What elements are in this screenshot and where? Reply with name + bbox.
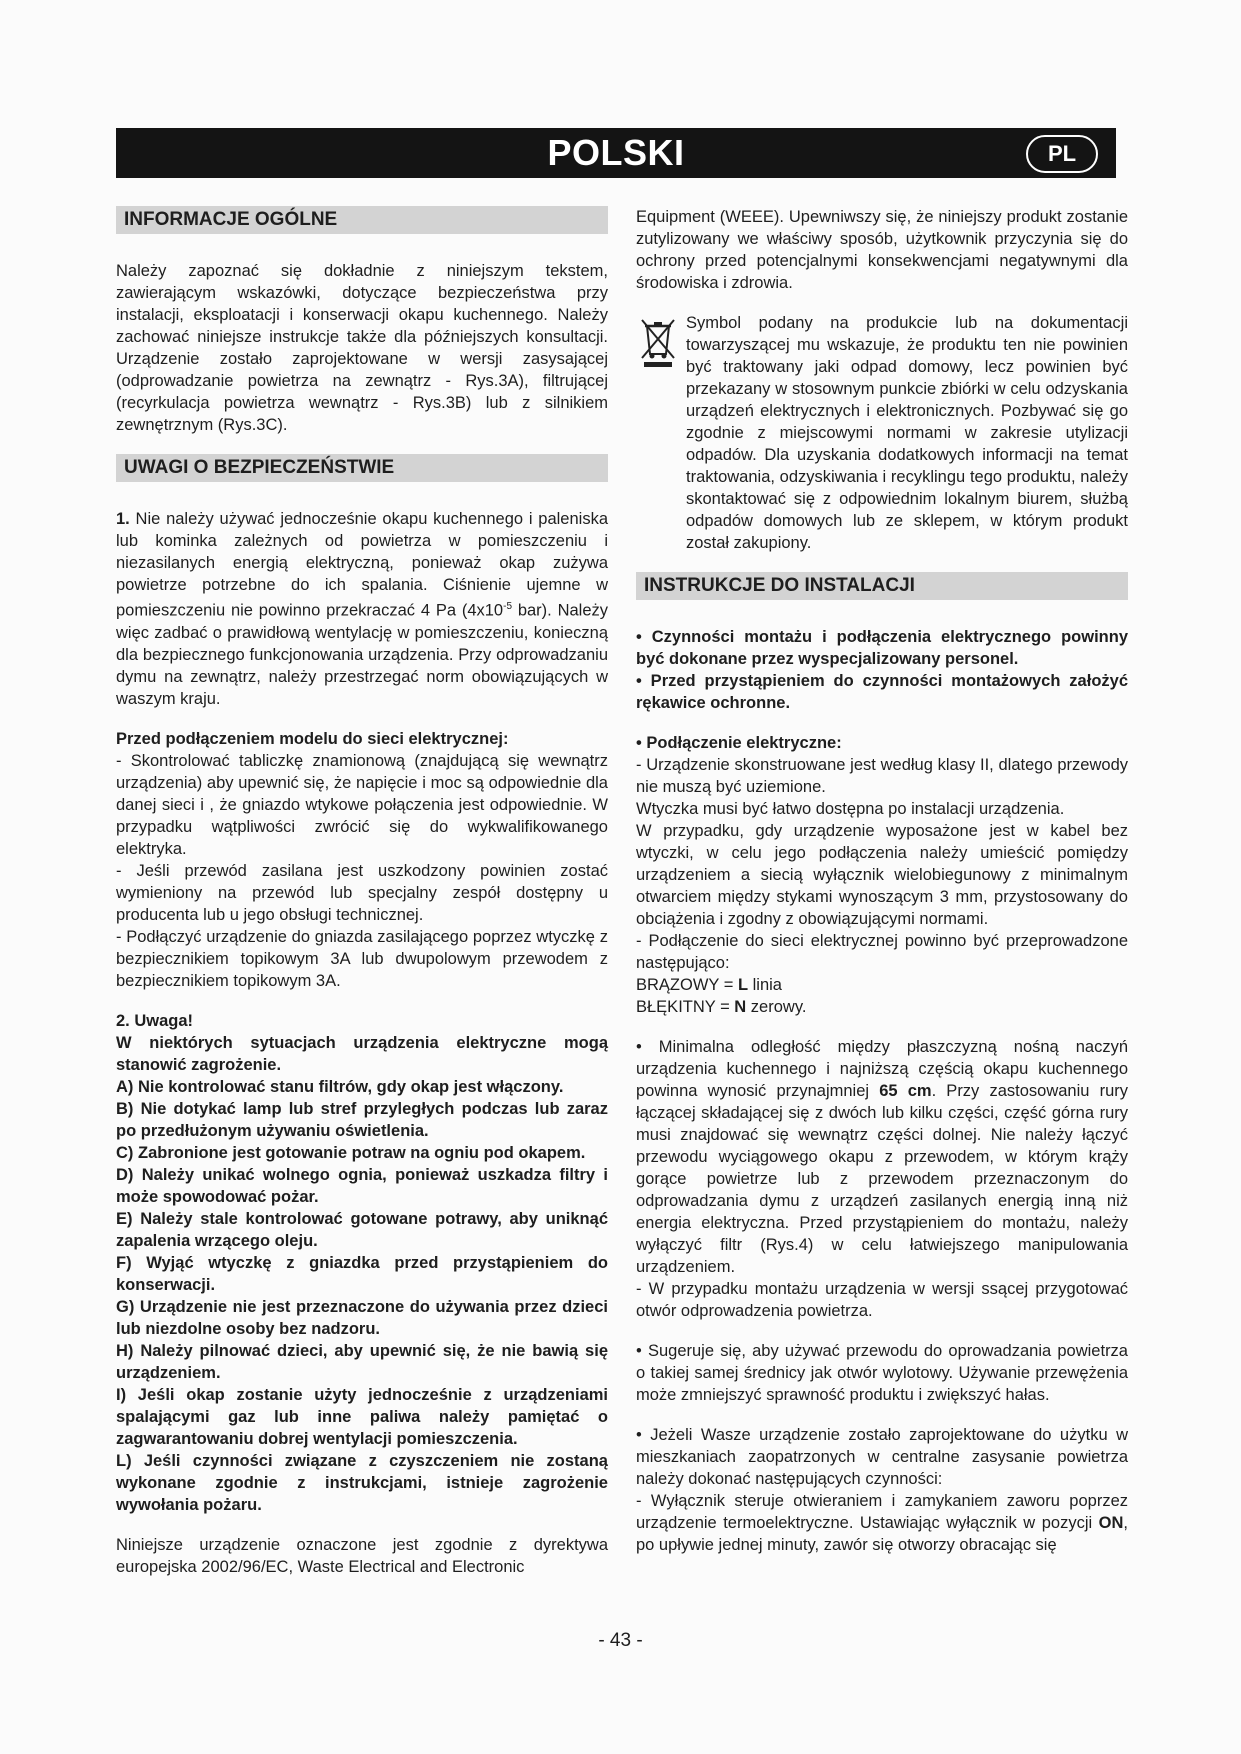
installation-note: • Przed przystąpieniem do czynności montażowych założyć rękawice ochronne.	[636, 672, 1128, 712]
warning-item: E) Należy stale kontrolować gotowane potrawy, aby uniknąć zapalenia wrzącego oleju.	[116, 1209, 608, 1250]
warning-item: B) Nie dotykać lamp lub stref przyległych podczas lub zaraz po przedłużonym używaniu oświetlenia.	[116, 1099, 608, 1140]
before-connection-item: - Podłączyć urządzenie do gniazda zasilającego poprzez wtyczkę z bezpiecznikiem topikowym 3A lub dwupolowym przewodem z bezpiecznikiem topikowym 3A.	[116, 927, 608, 990]
electrical-item: Wtyczka musi być łatwo dostępna po instalacji urządzenia.	[636, 800, 1065, 818]
warning-item: D) Należy unikać wolnego ognia, ponieważ uszkadza filtry i może spowodować pożar.	[116, 1165, 608, 1206]
right-column	[636, 206, 1128, 1556]
warning-item: C) Zabronione jest gotowanie potraw na ogniu pod okapem.	[116, 1143, 586, 1162]
suction-note: - W przypadku montażu urządzenia w wersji ssącej przygotować otwór odprowadzenia powietrza.	[636, 1280, 1128, 1320]
left-column	[116, 206, 608, 1578]
section-safety-title: UWAGI O BEZPIECZEŃSTWIE	[116, 454, 608, 482]
crossed-out-wheelie-bin-icon	[638, 316, 678, 368]
section-installation-title: INSTRUKCJE DO INSTALACJI	[636, 572, 1128, 600]
warning-title: 2. Uwaga!	[116, 1011, 194, 1030]
warning-item: L) Jeśli czynności związane z czyszczeniem nie zostaną wykonane zgodnie z instrukcjami, istnieje zagrożenie wywołania pożaru.	[116, 1451, 608, 1514]
section-general-title: INFORMACJE OGÓLNE	[116, 206, 608, 234]
wire-blue: BŁĘKITNY = N zerowy.	[636, 998, 807, 1016]
directive-paragraph: Niniejsze urządzenie oznaczone jest zgodnie z dyrektywa europejska 2002/96/EC, Waste Electrical and Electronic	[116, 1535, 608, 1576]
distance-paragraph: • Minimalna odległość między płaszczyzną nośną naczyń urządzenia kuchennego i najniższą częścią okapu kuchennego powinna wynosić przynajmniej 65 cm. Przy zastosowaniu rury łączącej składającej się z dwóch lub kilku części, część górna rury musi znajdować się wewnątrz części dolnej. Nie należy łączyć przewodu wyciągowego okapu z przewodem, w którym krąży gorące powietrze lub z przewodem przeznaczonym do odprowadzania dymu z urządzeń zasilanych energią inną niż energia elektryczna. Przed przystąpieniem do montażu, należy wyłączyć filtr (Rys.4) w celu łatwiejszego manipulowania urządzeniem.	[636, 1038, 1128, 1276]
warning-item: G) Urządzenie nie jest przeznaczone do używania przez dzieci lub niezdolne osoby bez nadzoru.	[116, 1297, 608, 1338]
safety-item-1: 1. Nie należy używać jednocześnie okapu kuchennego i paleniska lub kominka zależnych od powietrza w pomieszczeniu i niezasilanych energią elektryczną, ponieważ okap zużywa powietrze potrzebne do ich spalania. Ciśnienie ujemne w pomieszczeniu nie powinno przekraczać 4 Pa ($4x10^{-5}$ bar). Należy więc zadbać o prawidłową wentylację w pomieszczeniu, konieczną dla bezpiecznego funkcjonowania urządzenia. Przy odprowadzaniu dymu na zewnątrz, należy przestrzegać norm obowiązujących w waszym kraju.	[116, 510, 609, 708]
wire-brown: BRĄZOWY = L linia	[636, 976, 782, 994]
before-connection-item: - Jeśli przewód zasilana jest uszkodzony powinien zostać wymieniony na przewód lub specjalny zespół dostępny u producenta lub u jego obsługi technicznej.	[116, 861, 608, 924]
warning-intro: W niektórych sytuacjach urządzenia elektryczne mogą stanowić zagrożenie.	[116, 1033, 608, 1074]
page-number: - 43 -	[598, 1630, 643, 1651]
duct-paragraph: • Sugeruje się, aby używać przewodu do oprowadzania powietrza o takiej samej średnicy jak otwór wylotowy. Używanie przewężenia może zmniejszyć sprawność produktu i zwiększyć hałas.	[636, 1342, 1128, 1404]
language-title: POLSKI	[547, 132, 685, 173]
language-badge: PL	[1026, 135, 1098, 173]
warning-item: H) Należy pilnować dzieci, aby upewnić się, że nie bawią się urządzeniem.	[116, 1341, 608, 1382]
weee-block	[636, 312, 1128, 554]
weee-symbol-paragraph: Symbol podany na produkcie lub na dokumentacji towarzyszącej mu wskazuje, że produktu ten nie powinien być traktowany jaki odpad domowy, lecz powinien być przekazany w stosownym punkcie zbiórki w celu odzyskania urządzeń elektrycznych i elektronicznych. Pozbywać się go zgodnie z miejscowymi normami w zakresie utylizacji odpadów. Dla uzyskania dodatkowych informacji na temat traktowania, odzyskiwania i recyklingu tego produktu, należy skontaktować się z odpowiednim lokalnym biurem, służbą odpadów domowych lub ze sklepem, w którym produkt został zakupiony.	[686, 314, 1128, 552]
before-connection-item: - Skontrolować tabliczkę znamionową (znajdującą się wewnątrz urządzenia) aby upewnić się, że napięcie i moc są odpowiednie dla danej sieci i , że gniazdo wtykowe połączenia jest odpowiednie. W przypadku wątpliwości zwrócić się do wykwalifikowanego elektryka.	[116, 751, 608, 858]
electrical-item: - Urządzenie skonstruowane jest według klasy II, dlatego przewody nie muszą być uziemione.	[636, 756, 1128, 796]
warning-item: F) Wyjąć wtyczkę z gniazdka przed przystąpieniem do konserwacji.	[116, 1253, 608, 1294]
language-header-bar	[116, 128, 1116, 178]
before-connection-title: Przed podłączeniem modelu do sieci elektrycznej:	[116, 729, 509, 748]
valve-paragraph: - Wyłącznik steruje otwieraniem i zamykaniem zaworu poprzez urządzenie termoelektryczne. Ustawiając wyłącznik w pozycji ON, po upływie jednej minuty, zawór się otworzy obracając się	[636, 1492, 1128, 1554]
general-paragraph: Należy zapoznać się dokładnie z niniejszym tekstem, zawierającym wskazówki, dotyczące bezpieczeństwa przy instalacji, eksploatacji i konserwacji okapu kuchennego. Należy zachować niniejsze instrukcje także dla późniejszych konsultacji. Urządzenie zostało zaprojektowane w wersji zasysającej (odprowadzanie powietrza na zewnątrz - Rys.3A), filtrującej (recyrkulacja powietrza wewnątrz - Rys.3B) lub z silnikiem zewnętrznym (Rys.3C).	[116, 262, 608, 434]
weee-continuation: Equipment (WEEE). Upewniwszy się, że niniejszy produkt zostanie zutylizowany we właściwy sposób, użytkownik przyczynia się do ochrony przed potencjalnymi konsekwencjami negatywnymi dla środowiska i zdrowia.	[636, 208, 1128, 292]
electrical-item: W przypadku, gdy urządzenie wyposażone jest w kabel bez wtyczki, w celu jego podłączenia należy umieścić pomiędzy urządzeniem a siecią wyłącznik wielobiegunowy z minimalnym otwarciem między stykami wynoszącym 3 mm, przystosowany do obciążenia i zgodny z obowiązującymi normami.	[636, 822, 1128, 928]
warning-item: I) Jeśli okap zostanie użyty jednocześnie z urządzeniami spalającymi gaz lub inne paliwa należy pamiętać o zagwarantowaniu dobrej wentylacji pomieszczenia.	[116, 1385, 608, 1448]
electrical-item: - Podłączenie do sieci elektrycznej powinno być przeprowadzone następująco:	[636, 932, 1128, 972]
warning-item: A) Nie kontrolować stanu filtrów, gdy okap jest włączony.	[116, 1077, 564, 1096]
electrical-connection-title: • Podłączenie elektryczne:	[636, 734, 842, 752]
central-suction-paragraph: • Jeżeli Wasze urządzenie zostało zaprojektowane do użytku w mieszkaniach zaopatrzonych w centralne zasysanie powietrza należy dokonać następujących czynności:	[636, 1426, 1128, 1488]
installation-note: • Czynności montażu i podłączenia elektrycznego powinny być dokonane przez wyspecjalizowany personel.	[636, 628, 1128, 668]
